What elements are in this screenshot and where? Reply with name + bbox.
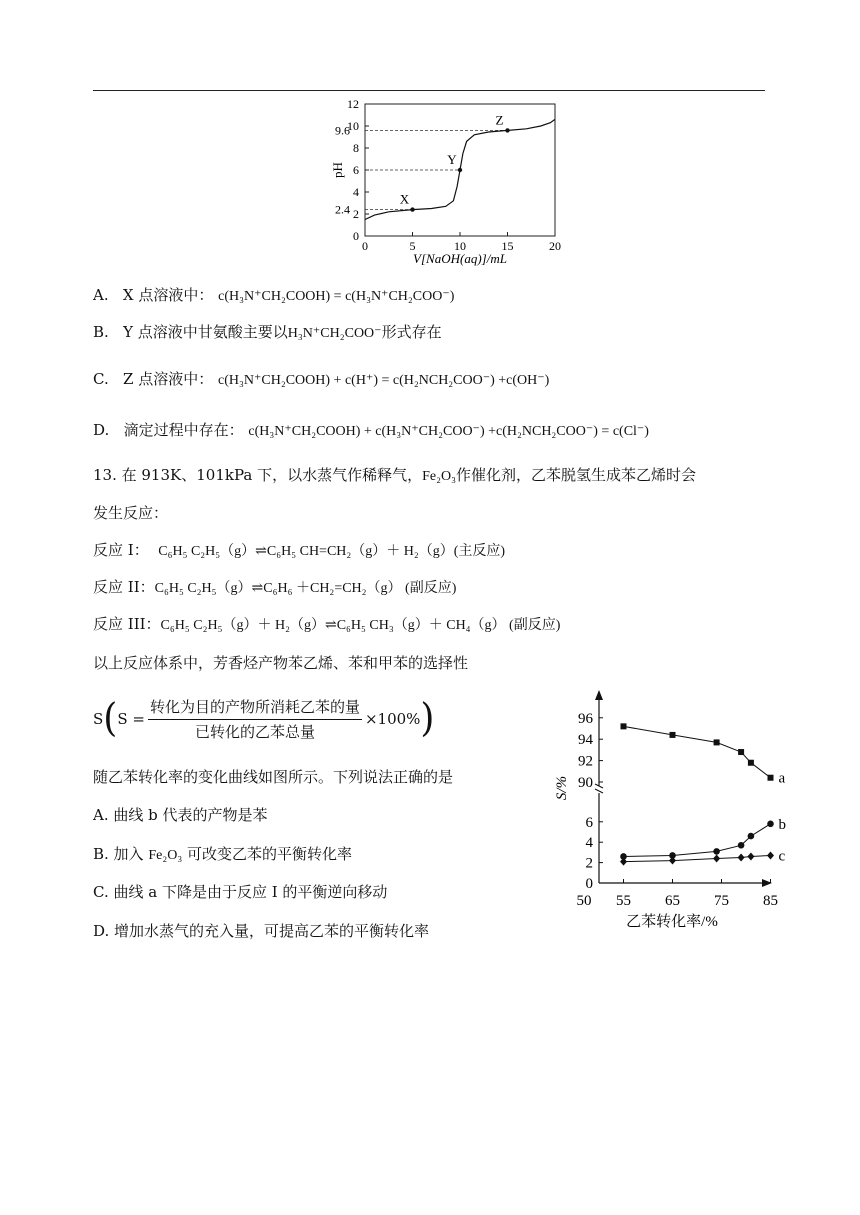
top-rule [93, 90, 765, 91]
selectivity-ticks [577, 711, 779, 909]
q13-stem-line-1 [93, 465, 696, 487]
series-line-b [624, 824, 771, 857]
titration-y-tick-label: 10 [347, 119, 359, 133]
titration-point-label-X: X [399, 191, 410, 207]
formula-numerator: 转化为目的产物所消耗乙苯的量 [148, 697, 362, 720]
series-b-marker [767, 821, 774, 828]
q13-option-b-2: 可改变乙苯的平衡转化率 [187, 845, 353, 863]
series-c-marker [767, 851, 774, 859]
titration-y-tick-label: 6 [353, 163, 359, 177]
option-c-equation: c(H₃N⁺CH₂COOH) + c(H⁺) = c(H₂NCH₂COO⁻) +c(OH⁻) [218, 373, 550, 388]
titration-y-tick-label: 8 [353, 141, 359, 155]
option-c-label: C. [93, 370, 109, 388]
formula-times: ×100% [364, 710, 421, 728]
titration-x-axis-label: V[NaOH(aq)]/mL [413, 251, 507, 266]
selectivity-series [620, 723, 786, 865]
formula-s-inner: S = [117, 710, 145, 728]
titration-x-tick-label: 0 [362, 239, 368, 253]
q13-option-d: D. 增加水蒸气的充入量，可提高乙苯的平衡转化率 [93, 922, 430, 940]
titration-y-tick-label: 12 [347, 97, 359, 111]
selectivity-x-tick-label: 65 [665, 893, 680, 909]
q13-stem-1: 13. 在 913K、101kPa 下，以水蒸气作稀释气， [93, 466, 423, 484]
selectivity-y-tick-label: 90 [578, 775, 593, 791]
series-a-marker [670, 732, 676, 738]
series-label-a: a [778, 770, 786, 787]
formula-fraction [148, 697, 362, 742]
option-d-text: 滴定过程中存在： [123, 421, 244, 439]
titration-point-X [410, 207, 414, 211]
option-a-equation: c(H₃N⁺CH₂COOH) = c(H₃N⁺CH₂COO⁻) [218, 289, 455, 304]
titration-point-label-Z: Z [495, 112, 504, 128]
series-line-a [624, 726, 771, 777]
selectivity-y-arrow [595, 690, 603, 700]
titration-point-Y [458, 168, 462, 172]
titration-y-extra-tick-label: 9.6 [335, 123, 350, 138]
q13-stem-2: 作催化剂，乙苯脱氢生成苯乙烯时会 [455, 466, 696, 484]
selectivity-x-tick-label: 55 [616, 893, 631, 909]
series-a-marker [714, 739, 720, 745]
reaction-1 [93, 540, 505, 562]
titration-y-axis-label: pH [330, 162, 345, 178]
selectivity-y-tick-label: 94 [578, 732, 593, 749]
option-a-text: X 点溶液中： [122, 286, 214, 304]
series-b-marker [748, 833, 755, 840]
selectivity-y-tick-label: 96 [578, 710, 593, 727]
q13-option-b [93, 844, 352, 866]
q13-option-b-1: B. 加入 [93, 845, 144, 863]
reaction-2-equation: C₆H₅ C₂H₅（g）⇌C₆H₆ ＋CH₂=CH₂（g） (副反应) [154, 581, 457, 596]
series-a-marker [621, 723, 627, 729]
series-c-marker [738, 854, 745, 862]
series-c-marker [620, 858, 627, 866]
titration-y-extra-tick-label: 2.4 [335, 202, 350, 217]
q13-option-a: A. 曲线 b 代表的产物是苯 [93, 806, 268, 824]
selectivity-x-tick-label: 75 [714, 893, 729, 909]
titration-y-tick-label: 2 [353, 207, 359, 221]
option-b-text-1: Y 点溶液中甘氨酸主要以 [123, 323, 288, 341]
option-a [93, 285, 454, 307]
reaction-1-label: 反应 I： [93, 541, 149, 559]
option-b-text-2: 形式存在 [381, 323, 442, 341]
reaction-3-equation: C₆H₅ C₂H₅（g）＋ H₂（g）⇌C₆H₅ CH₃（g）＋ CH₄（g） (副反应) [160, 618, 561, 633]
after-formula: 随乙苯转化率的变化曲线如图所示。下列说法正确的是 [93, 768, 454, 786]
titration-x-tick-label: 10 [454, 239, 466, 253]
reaction-2-label: 反应 II： [93, 578, 155, 596]
series-b-marker [713, 848, 720, 855]
series-c-marker [669, 857, 676, 865]
formula-right-paren: ) [420, 695, 435, 741]
titration-x-tick-label: 5 [409, 239, 416, 253]
series-c-marker [713, 855, 720, 863]
option-a-label: A. [93, 286, 109, 304]
titration-chart [320, 96, 580, 268]
selectivity-x-tick-label: 50 [576, 893, 592, 909]
reaction-3 [93, 614, 560, 636]
titration-x-tick-label: 15 [501, 239, 514, 253]
series-c-marker [747, 852, 754, 860]
series-a-marker [748, 760, 754, 766]
q13-option-c: C. 曲线 a 下降是由于反应 I 的平衡逆向移动 [93, 883, 388, 901]
selectivity-y-tick-label: 4 [585, 835, 593, 852]
selectivity-y-tick-label: 2 [585, 855, 593, 872]
reaction-3-label: 反应 III： [93, 615, 161, 633]
titration-x-ticks [362, 232, 561, 253]
selectivity-x-axis-label: 乙苯转化率/% [626, 914, 718, 930]
titration-y-tick-label: 4 [353, 185, 359, 199]
series-a-marker [768, 775, 774, 781]
titration-point-Z [505, 128, 509, 132]
reaction-1-equation: C₆H₅ C₂H₅（g）⇌C₆H₅ CH=CH₂（g）＋ H₂（g）(主反应) [158, 544, 506, 559]
titration-x-tick-label: 20 [549, 239, 561, 253]
reaction-2 [93, 577, 456, 599]
formula-left-paren: ( [103, 695, 118, 741]
titration-guides [365, 130, 508, 209]
series-label-c: c [778, 848, 786, 865]
selectivity-x-tick-label: 85 [763, 893, 778, 909]
option-d-label: D. [93, 421, 110, 439]
option-b-label: B. [93, 323, 109, 341]
option-d-equation: c(H₃N⁺CH₂COOH) + c(H₃N⁺CH₂COO⁻) +c(H₂NCH₂COO⁻) = c(Cl⁻) [248, 424, 649, 439]
q13-catalyst: Fe₂O₃ [422, 469, 456, 484]
formula-s-outer: S [93, 710, 104, 728]
selectivity-y-tick-label: 6 [585, 814, 593, 831]
selectivity-formula [93, 693, 434, 745]
series-b-marker [738, 842, 745, 849]
formula-denominator: 已转化的乙苯总量 [194, 722, 315, 741]
option-b [93, 322, 442, 344]
selectivity-intro: 以上反应体系中，芳香烃产物苯乙烯、苯和甲苯的选择性 [93, 654, 469, 672]
series-a-marker [738, 749, 744, 755]
selectivity-y-tick-label: 92 [578, 753, 593, 770]
selectivity-chart [540, 688, 790, 933]
option-c-text: Z 点溶液中： [123, 370, 214, 388]
q13-option-b-catalyst: Fe₂O₃ [148, 848, 183, 863]
q13-stem-line-2: 发生反应： [93, 504, 169, 522]
titration-y-tick-label: 0 [353, 229, 359, 243]
option-d [93, 420, 649, 442]
series-label-b: b [778, 816, 786, 833]
selectivity-y-axis-label: S/% [554, 775, 570, 801]
selectivity-y-tick-label: 0 [585, 876, 593, 892]
option-c [93, 369, 549, 391]
titration-point-label-Y: Y [447, 152, 457, 167]
option-b-species: H₃N⁺CH₂COO⁻ [287, 326, 382, 341]
